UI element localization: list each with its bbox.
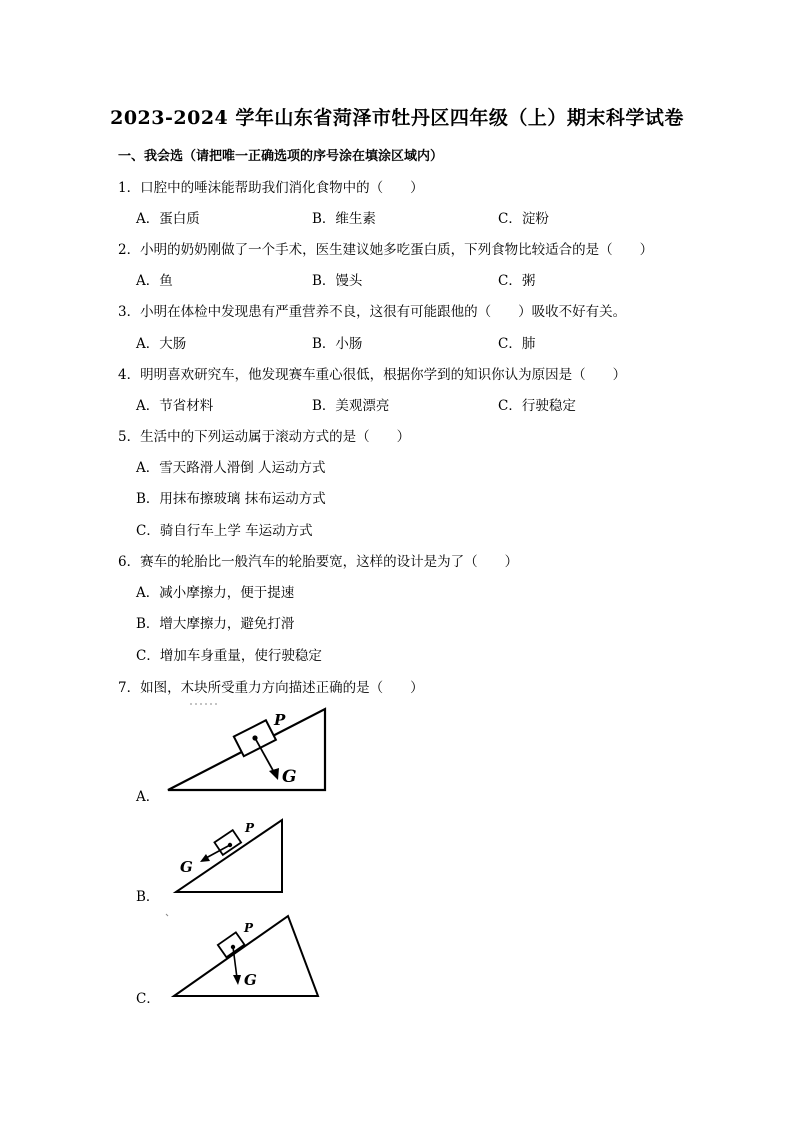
q1-option-a[interactable]: A．蛋白质 bbox=[136, 211, 200, 227]
q3-option-a[interactable]: A．大肠 bbox=[136, 336, 187, 352]
q7-option-c[interactable]: C． bbox=[136, 991, 160, 1007]
q3-option-c[interactable]: C．肺 bbox=[498, 336, 536, 352]
q5-option-b[interactable]: B．用抹布擦玻璃 抹布运动方式 bbox=[136, 491, 326, 507]
force-label-g: G bbox=[180, 858, 193, 876]
q2-option-b[interactable]: B．馒头 bbox=[312, 273, 363, 289]
q2-option-c[interactable]: C．粥 bbox=[498, 273, 536, 289]
q3-option-b[interactable]: B．小肠 bbox=[312, 336, 363, 352]
q5-option-a[interactable]: A．雪天路滑人滑倒 人运动方式 bbox=[136, 460, 326, 476]
q6-option-b[interactable]: B．增大摩擦力，避免打滑 bbox=[136, 616, 295, 632]
question-4: 4．明明喜欢研究车，他发现赛车重心很低，根据你学到的知识你认为原因是（ ） bbox=[118, 367, 627, 383]
q5-option-c[interactable]: C．骑自行车上学 车运动方式 bbox=[136, 523, 313, 539]
q4-option-c[interactable]: C．行驶稳定 bbox=[498, 398, 576, 414]
q7-option-b[interactable]: B． bbox=[136, 889, 160, 905]
q1-option-c[interactable]: C．淀粉 bbox=[498, 211, 549, 227]
question-1: 1．口腔中的唾沫能帮助我们消化食物中的（ ） bbox=[118, 180, 424, 196]
force-label-g: G bbox=[282, 767, 297, 787]
q2-option-a[interactable]: A．鱼 bbox=[136, 273, 173, 289]
block-label-p: P bbox=[274, 711, 286, 729]
incline-figure-c bbox=[160, 910, 325, 1005]
page-title: 2023-2024 学年山东省菏泽市牡丹区四年级（上）期末科学试卷 bbox=[110, 107, 684, 129]
q4-option-a[interactable]: A．节省材料 bbox=[136, 398, 214, 414]
force-label-g: G bbox=[244, 971, 257, 989]
question-5: 5．生活中的下列运动属于滚动方式的是（ ） bbox=[118, 429, 411, 445]
q4-option-b[interactable]: B．美观漂亮 bbox=[312, 398, 390, 414]
q1-option-b[interactable]: B．维生素 bbox=[312, 211, 376, 227]
question-7: 7．如图，木块所受重力方向描述正确的是（ ） bbox=[118, 680, 424, 696]
section-heading: 一、我会选（请把唯一正确选项的序号涂在填涂区域内） bbox=[118, 149, 444, 164]
question-2: 2．小明的奶奶刚做了一个手术，医生建议她多吃蛋白质，下列食物比较适合的是（ ） bbox=[118, 242, 654, 258]
incline-figure-b bbox=[170, 812, 290, 897]
q6-option-a[interactable]: A．减小摩擦力，便于提速 bbox=[136, 585, 295, 601]
question-6: 6．赛车的轮胎比一般汽车的轮胎要宽，这样的设计是为了（ ） bbox=[118, 554, 519, 570]
block-label-p: P bbox=[244, 921, 254, 935]
block-label-p: P bbox=[245, 821, 255, 835]
incline-figure-a bbox=[160, 700, 335, 800]
q6-option-c[interactable]: C．增加车身重量，使行驶稳定 bbox=[136, 648, 322, 664]
q7-option-a[interactable]: A． bbox=[136, 789, 160, 805]
question-3: 3．小明在体检中发现患有严重营养不良，这很有可能跟他的（ ）吸收不好有关。 bbox=[118, 304, 627, 320]
